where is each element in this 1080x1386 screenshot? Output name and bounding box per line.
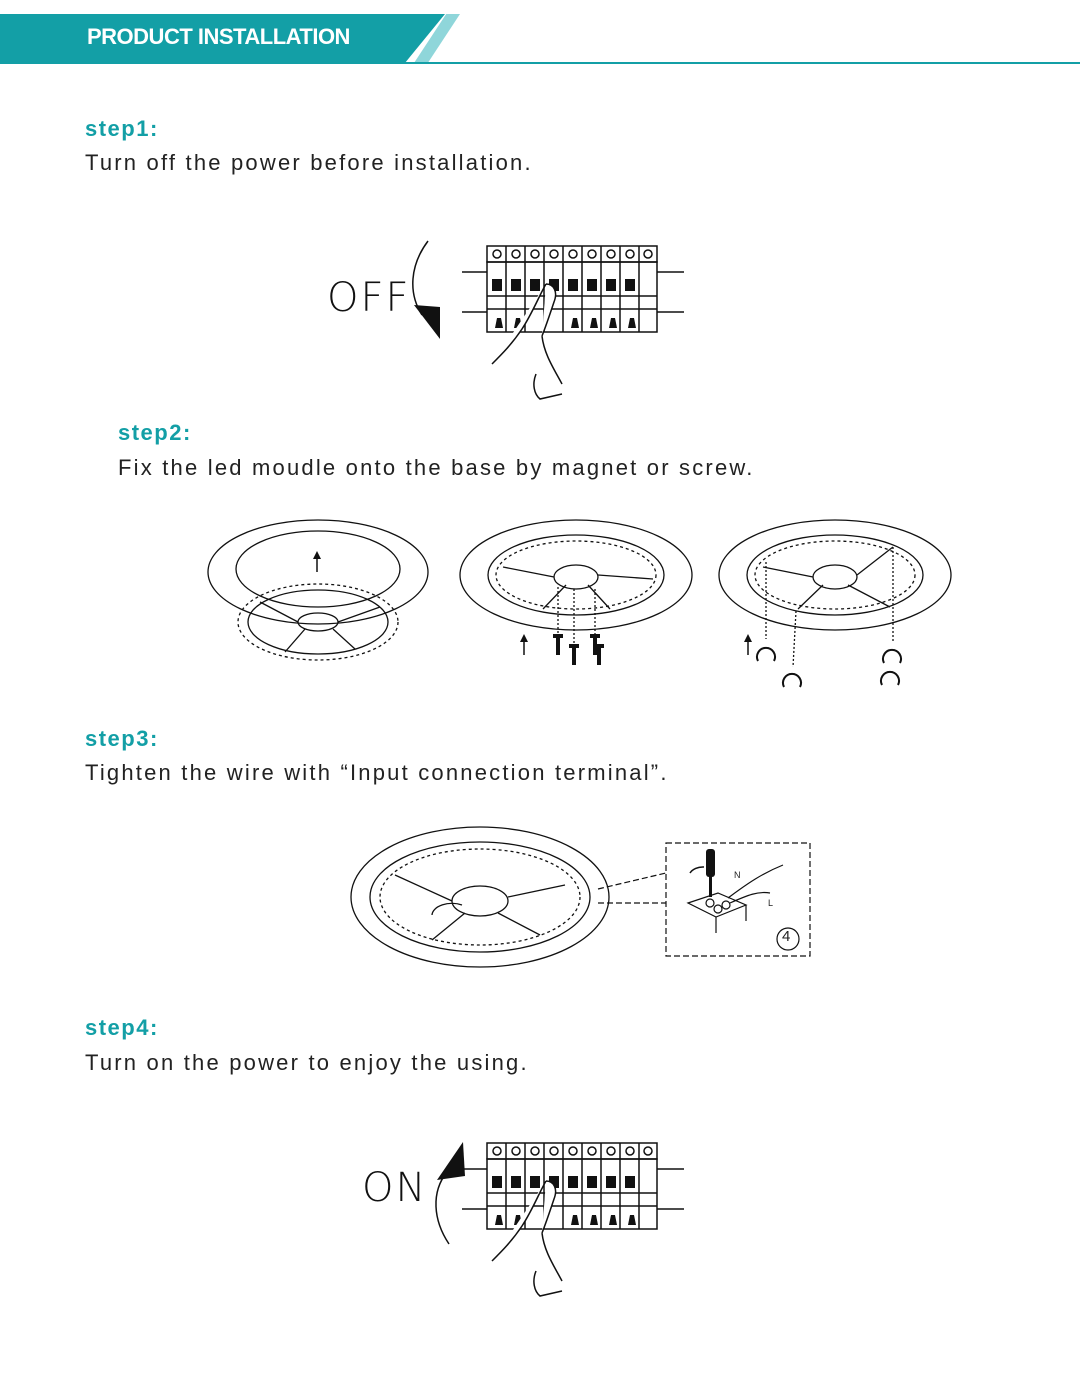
breaker-panel-icon xyxy=(462,244,687,404)
ceiling-light-icon xyxy=(458,517,698,682)
step3-description: Tighten the wire with “Input connection terminal”. xyxy=(85,760,669,785)
arrow-icon xyxy=(400,235,450,345)
step3-title: step3: xyxy=(85,726,159,751)
step4-title: step4: xyxy=(85,1015,159,1040)
screw-icon xyxy=(553,634,604,665)
hand-icon xyxy=(492,1181,562,1296)
step1-title: step1: xyxy=(85,116,159,141)
off-label: OFF xyxy=(327,275,411,321)
on-label: ON xyxy=(362,1165,428,1211)
step2-description: Fix the led moudle onto the base by magnet or screw. xyxy=(118,455,755,480)
header-line xyxy=(0,62,1080,64)
ceiling-light-icon xyxy=(718,517,958,692)
breaker-panel-icon xyxy=(462,1141,687,1301)
step4-description: Turn on the power to enjoy the using. xyxy=(85,1050,529,1075)
hand-icon xyxy=(492,284,562,399)
magnet-icon xyxy=(757,648,901,687)
ceiling-light-icon xyxy=(350,825,612,975)
step1-description: Turn off the power before installation. xyxy=(85,150,533,175)
screwdriver-icon xyxy=(706,849,715,897)
page-title: PRODUCT INSTALLATION xyxy=(87,24,350,49)
ceiling-light-icon xyxy=(205,517,433,667)
wire-label-n: N xyxy=(734,870,741,880)
detail-number: 4 xyxy=(782,928,791,945)
step2-title: step2: xyxy=(118,420,192,445)
wire-label-l: L xyxy=(768,898,774,908)
connection-detail xyxy=(598,843,813,959)
